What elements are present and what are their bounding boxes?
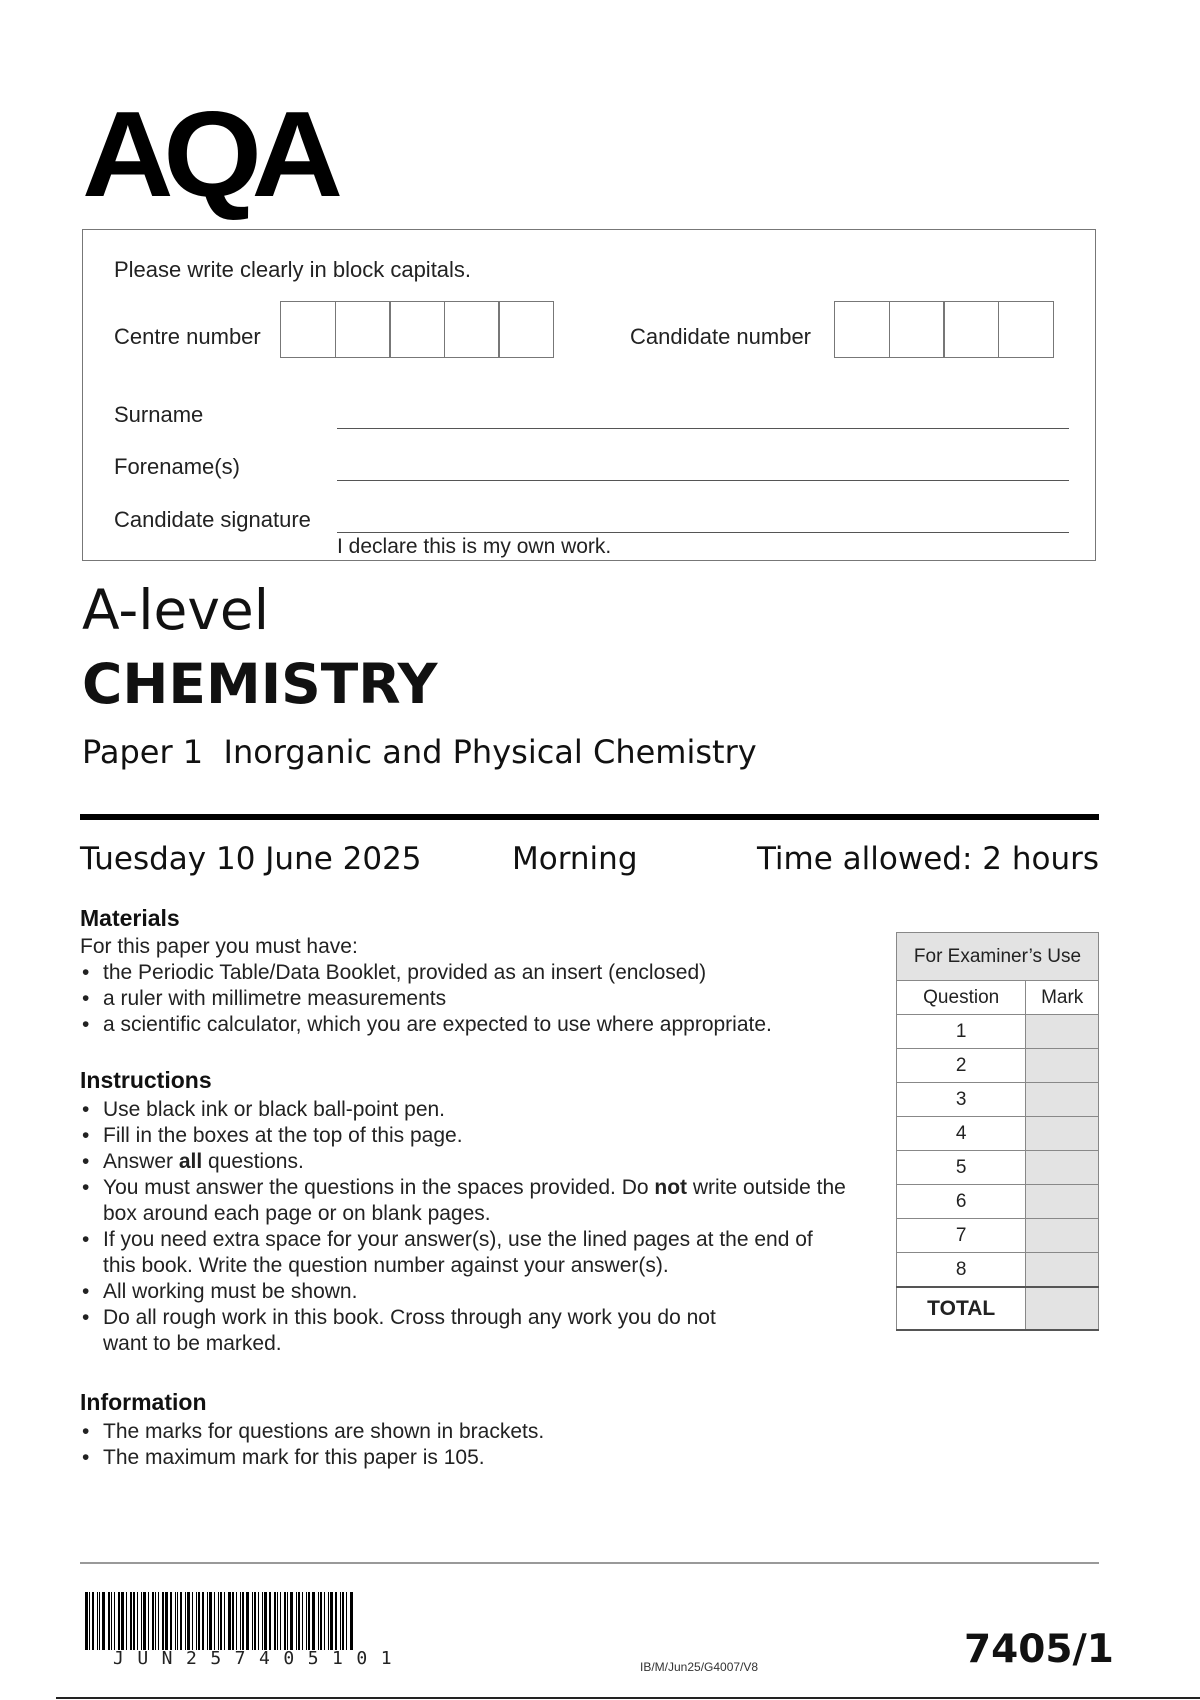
paper-title: Paper 1 Inorganic and Physical Chemistry <box>82 733 757 771</box>
surname-field[interactable] <box>337 428 1069 429</box>
exam-date: Tuesday 10 June 2025 <box>80 841 422 877</box>
table-row <box>897 1117 1099 1151</box>
table-row <box>897 1253 1099 1288</box>
page-bottom-line <box>56 1697 1200 1699</box>
question-number: 3 <box>897 1083 1026 1117</box>
mark-cell[interactable] <box>1026 1083 1099 1117</box>
instructions-item: • Fill in the boxes at the top of this page. <box>80 1123 880 1149</box>
barcode-digits: JUN257405101 <box>113 1648 406 1669</box>
question-number: 1 <box>897 1015 1026 1049</box>
examiner-use-table <box>896 932 1099 1331</box>
mark-cell[interactable] <box>1026 1049 1099 1083</box>
centre-number-digit-box[interactable] <box>389 301 445 358</box>
barcode-image <box>85 1592 467 1650</box>
centre-number-digit-box[interactable] <box>444 301 500 358</box>
instructions-heading: Instructions <box>80 1067 212 1093</box>
exam-session: Morning <box>512 841 638 877</box>
question-number: 5 <box>897 1151 1026 1185</box>
mark-cell[interactable] <box>1026 1219 1099 1253</box>
declaration-text: I declare this is my own work. <box>337 535 612 558</box>
centre-number-label: Centre number <box>114 324 261 349</box>
instructions-item: • Answer all questions. <box>80 1149 880 1175</box>
mark-cell[interactable] <box>1026 1253 1099 1288</box>
instructions-section <box>80 1067 880 1357</box>
footer-divider <box>80 1562 1099 1564</box>
signature-field[interactable] <box>337 532 1069 533</box>
question-number: 7 <box>897 1219 1026 1253</box>
candidate-number-digit-box[interactable] <box>834 301 890 358</box>
mark-cell[interactable] <box>1026 1015 1099 1049</box>
candidate-number-digit-box[interactable] <box>889 301 945 358</box>
question-number: 8 <box>897 1253 1026 1288</box>
table-row <box>897 1015 1099 1049</box>
candidate-details-box <box>82 229 1096 561</box>
question-number: 2 <box>897 1049 1026 1083</box>
total-mark-cell[interactable] <box>1026 1287 1099 1330</box>
centre-number-digit-box[interactable] <box>280 301 336 358</box>
materials-heading: Materials <box>80 905 180 931</box>
surname-label: Surname <box>114 402 204 427</box>
materials-item: • a ruler with millimetre measurements <box>80 986 880 1012</box>
aqa-logo: AQA <box>82 86 333 222</box>
time-allowed: Time allowed: 2 hours <box>756 841 1099 877</box>
signature-label: Candidate signature <box>114 507 311 532</box>
candidate-number-boxes <box>834 301 1054 358</box>
forenames-label: Forename(s) <box>114 454 240 479</box>
qualification-level: A-level <box>82 578 270 642</box>
materials-item: • the Periodic Table/Data Booklet, provided as an insert (enclosed) <box>80 960 880 986</box>
materials-item: • a scientific calculator, which you are expected to use where appropriate. <box>80 1012 880 1038</box>
information-item: • The maximum mark for this paper is 105. <box>80 1445 880 1471</box>
document-reference: IB/M/Jun25/G4007/V8 <box>640 1660 759 1674</box>
table-row <box>897 1083 1099 1117</box>
information-heading: Information <box>80 1389 207 1415</box>
information-item: • The marks for questions are shown in brackets. <box>80 1419 880 1445</box>
total-row <box>897 1287 1099 1330</box>
subject-title: CHEMISTRY <box>82 652 438 716</box>
centre-number-digit-box[interactable] <box>335 301 391 358</box>
table-row <box>897 1185 1099 1219</box>
centre-number-boxes <box>280 301 554 358</box>
question-number: 4 <box>897 1117 1026 1151</box>
forenames-field[interactable] <box>337 480 1069 481</box>
instructions-item: • You must answer the questions in the spaces provided. Do not write outside the box around each page or on blank pages. <box>80 1175 880 1227</box>
materials-intro: For this paper you must have: <box>80 935 358 958</box>
table-row <box>897 1049 1099 1083</box>
table-row <box>897 1151 1099 1185</box>
candidate-number-digit-box[interactable] <box>943 301 999 358</box>
title-divider <box>80 814 1099 820</box>
information-section <box>80 1389 880 1471</box>
paper-code: 7405/1 <box>964 1627 1114 1672</box>
instructions-item: • All working must be shown. <box>80 1279 880 1305</box>
candidate-number-label: Candidate number <box>630 324 812 349</box>
materials-section <box>80 905 880 1038</box>
centre-number-digit-box[interactable] <box>498 301 554 358</box>
mark-cell[interactable] <box>1026 1185 1099 1219</box>
total-label: TOTAL <box>897 1287 1026 1330</box>
instructions-item: • Do all rough work in this book. Cross through any work you do not want to be marked. <box>80 1305 880 1357</box>
instructions-item: • Use black ink or black ball-point pen. <box>80 1097 880 1123</box>
mark-cell[interactable] <box>1026 1151 1099 1185</box>
mark-cell[interactable] <box>1026 1117 1099 1151</box>
candidate-number-digit-box[interactable] <box>998 301 1054 358</box>
instructions-item: • If you need extra space for your answer(s), use the lined pages at the end of this book. Write the question number against your answer(s). <box>80 1227 880 1279</box>
examiner-use-title: For Examiner’s Use <box>897 933 1099 981</box>
block-capitals-instruction: Please write clearly in block capitals. <box>114 257 472 282</box>
mark-column-header: Mark <box>1026 981 1099 1015</box>
table-row <box>897 1219 1099 1253</box>
question-column-header: Question <box>897 981 1026 1015</box>
question-number: 6 <box>897 1185 1026 1219</box>
